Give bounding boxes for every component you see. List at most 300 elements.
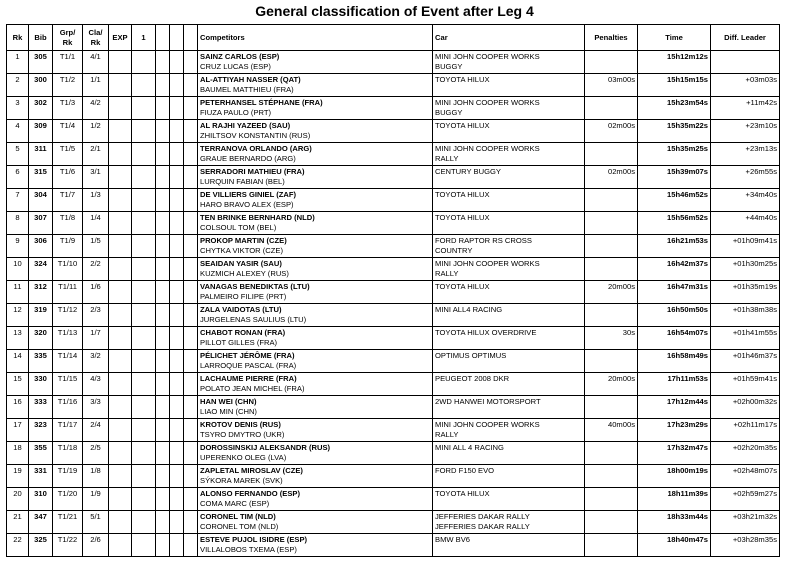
time-cell: 18h33m44s [638, 511, 711, 534]
col-one-cell [132, 442, 156, 465]
blank-cell [184, 74, 198, 97]
time-cell: 17h32m47s [638, 442, 711, 465]
blank-cell [156, 419, 170, 442]
rank-cell: 16 [7, 396, 29, 419]
codriver-name: UPERENKO OLEG (LVA) [200, 453, 287, 462]
rank-cell: 17 [7, 419, 29, 442]
time-cell: 15h23m54s [638, 97, 711, 120]
driver-name: SAINZ CARLOS (ESP) [200, 52, 280, 61]
diff-leader-cell: +02h59m27s [711, 488, 780, 511]
penalties-cell: 30s [585, 327, 638, 350]
codriver-name: LIAO MIN (CHN) [200, 407, 257, 416]
rank-cell: 3 [7, 97, 29, 120]
exp-cell [109, 235, 132, 258]
group-rank-cell: T1/16 [53, 396, 83, 419]
car-cell [433, 143, 585, 166]
diff-leader-cell: +01h09m41s [711, 235, 780, 258]
header-grp-rk: Grp/ Rk [53, 25, 83, 51]
time-cell: 18h40m47s [638, 534, 711, 557]
blank-cell [170, 74, 184, 97]
table-row [7, 258, 780, 281]
driver-name: CORONEL TIM (NLD) [200, 512, 276, 521]
codriver-name: CORONEL TOM (NLD) [200, 522, 279, 531]
rank-cell: 15 [7, 373, 29, 396]
class-rank-cell: 1/9 [83, 488, 109, 511]
diff-leader-cell: +02h00m32s [711, 396, 780, 419]
class-rank-cell: 4/3 [83, 373, 109, 396]
codriver-name: PILLOT GILLES (FRA) [200, 338, 278, 347]
table-row [7, 488, 780, 511]
time-cell: 15h35m22s [638, 120, 711, 143]
exp-cell [109, 212, 132, 235]
exp-cell [109, 465, 132, 488]
blank-cell [170, 166, 184, 189]
rank-cell: 22 [7, 534, 29, 557]
rank-cell: 13 [7, 327, 29, 350]
blank-cell [156, 212, 170, 235]
diff-leader-cell: +01h38m38s [711, 304, 780, 327]
header-blank-1 [156, 25, 170, 51]
rank-cell: 20 [7, 488, 29, 511]
car-line-2: BUGGY [435, 108, 463, 117]
exp-cell [109, 350, 132, 373]
penalties-cell: 20m00s [585, 281, 638, 304]
col-one-cell [132, 373, 156, 396]
header-car: Car [433, 25, 585, 51]
class-rank-cell: 3/3 [83, 396, 109, 419]
blank-cell [170, 373, 184, 396]
exp-cell [109, 258, 132, 281]
group-rank-cell: T1/22 [53, 534, 83, 557]
penalties-cell [585, 97, 638, 120]
blank-cell [184, 120, 198, 143]
blank-cell [184, 212, 198, 235]
col-one-cell [132, 465, 156, 488]
exp-cell [109, 189, 132, 212]
class-rank-cell: 1/1 [83, 74, 109, 97]
blank-cell [156, 258, 170, 281]
exp-cell [109, 51, 132, 74]
blank-cell [156, 120, 170, 143]
class-rank-cell: 4/1 [83, 51, 109, 74]
blank-cell [170, 327, 184, 350]
class-rank-cell: 2/6 [83, 534, 109, 557]
driver-name: TERRANOVA ORLANDO (ARG) [200, 144, 312, 153]
rank-cell: 6 [7, 166, 29, 189]
table-row [7, 51, 780, 74]
driver-name: AL RAJHI YAZEED (SAU) [200, 121, 291, 130]
car-cell [433, 258, 585, 281]
codriver-name: COLSOUL TOM (BEL) [200, 223, 277, 232]
col-one-cell [132, 258, 156, 281]
codriver-name: LURQUIN FABIAN (BEL) [200, 177, 285, 186]
rank-cell: 2 [7, 74, 29, 97]
blank-cell [184, 350, 198, 373]
competitors-cell [198, 166, 433, 189]
driver-name: ALONSO FERNANDO (ESP) [200, 489, 300, 498]
codriver-name: BAUMEL MATTHIEU (FRA) [200, 85, 294, 94]
car-cell [433, 189, 585, 212]
class-rank-cell: 1/6 [83, 281, 109, 304]
class-rank-cell: 1/7 [83, 327, 109, 350]
blank-cell [170, 350, 184, 373]
group-rank-cell: T1/2 [53, 74, 83, 97]
bib-cell: 307 [29, 212, 53, 235]
blank-cell [156, 74, 170, 97]
group-rank-cell: T1/1 [53, 51, 83, 74]
blank-cell [156, 442, 170, 465]
car-cell [433, 212, 585, 235]
penalties-cell: 20m00s [585, 373, 638, 396]
class-rank-cell: 1/8 [83, 465, 109, 488]
car-cell [433, 373, 585, 396]
time-cell: 16h50m50s [638, 304, 711, 327]
diff-leader-cell: +03m03s [711, 74, 780, 97]
col-one-cell [132, 488, 156, 511]
table-row [7, 212, 780, 235]
diff-leader-cell: +23m10s [711, 120, 780, 143]
penalties-cell [585, 189, 638, 212]
rank-cell: 4 [7, 120, 29, 143]
car-line-1: MINI JOHN COOPER WORKS [435, 52, 540, 61]
car-line-1: MINI JOHN COOPER WORKS [435, 420, 540, 429]
class-rank-cell: 3/1 [83, 166, 109, 189]
competitors-cell [198, 74, 433, 97]
table-row [7, 189, 780, 212]
car-line-1: PEUGEOT 2008 DKR [435, 374, 510, 383]
blank-cell [170, 212, 184, 235]
class-rank-cell: 2/3 [83, 304, 109, 327]
car-cell [433, 327, 585, 350]
bib-cell: 347 [29, 511, 53, 534]
table-row [7, 120, 780, 143]
header-rk: Rk [7, 25, 29, 51]
competitors-cell [198, 534, 433, 557]
bib-cell: 306 [29, 235, 53, 258]
table-row [7, 350, 780, 373]
blank-cell [170, 235, 184, 258]
rank-cell: 10 [7, 258, 29, 281]
diff-leader-cell: +02h20m35s [711, 442, 780, 465]
competitors-cell [198, 212, 433, 235]
time-cell: 17h12m44s [638, 396, 711, 419]
competitors-cell [198, 235, 433, 258]
penalties-cell [585, 488, 638, 511]
blank-cell [170, 442, 184, 465]
car-cell [433, 235, 585, 258]
car-cell [433, 120, 585, 143]
codriver-name: TSYRO DMYTRO (UKR) [200, 430, 285, 439]
driver-name: CHABOT RONAN (FRA) [200, 328, 286, 337]
group-rank-cell: T1/4 [53, 120, 83, 143]
col-one-cell [132, 97, 156, 120]
time-cell: 15h15m15s [638, 74, 711, 97]
competitors-cell [198, 51, 433, 74]
blank-cell [156, 488, 170, 511]
car-cell [433, 74, 585, 97]
group-rank-cell: T1/3 [53, 97, 83, 120]
exp-cell [109, 281, 132, 304]
penalties-cell [585, 235, 638, 258]
header-exp: EXP [109, 25, 132, 51]
car-cell [433, 511, 585, 534]
blank-cell [170, 120, 184, 143]
car-line-1: TOYOTA HILUX OVERDRIVE [435, 328, 537, 337]
competitors-cell [198, 350, 433, 373]
blank-cell [156, 189, 170, 212]
car-line-1: TOYOTA HILUX [435, 75, 490, 84]
penalties-cell [585, 534, 638, 557]
classification-body [7, 51, 780, 557]
car-line-2: BUGGY [435, 62, 463, 71]
group-rank-cell: T1/9 [53, 235, 83, 258]
blank-cell [184, 143, 198, 166]
time-cell: 18h00m19s [638, 465, 711, 488]
driver-name: ZALA VAIDOTAS (LTU) [200, 305, 282, 314]
class-rank-cell: 4/2 [83, 97, 109, 120]
group-rank-cell: T1/14 [53, 350, 83, 373]
class-rank-cell: 3/2 [83, 350, 109, 373]
blank-cell [184, 189, 198, 212]
col-one-cell [132, 51, 156, 74]
col-one-cell [132, 143, 156, 166]
blank-cell [184, 97, 198, 120]
diff-leader-cell: +44m40s [711, 212, 780, 235]
exp-cell [109, 97, 132, 120]
rank-cell: 5 [7, 143, 29, 166]
penalties-cell [585, 396, 638, 419]
blank-cell [170, 534, 184, 557]
car-line-2: COUNTRY [435, 246, 473, 255]
codriver-name: COMA MARC (ESP) [200, 499, 270, 508]
diff-leader-cell: +26m55s [711, 166, 780, 189]
exp-cell [109, 166, 132, 189]
blank-cell [156, 166, 170, 189]
codriver-name: HARO BRAVO ALEX (ESP) [200, 200, 294, 209]
diff-leader-cell: +01h35m19s [711, 281, 780, 304]
car-line-1: TOYOTA HILUX [435, 489, 490, 498]
table-row [7, 281, 780, 304]
car-line-1: MINI ALL 4 RACING [435, 443, 504, 452]
codriver-name: SÝKORA MAREK (SVK) [200, 476, 283, 485]
driver-name: PÉLICHET JÉRÔME (FRA) [200, 351, 295, 360]
penalties-cell [585, 258, 638, 281]
col-one-cell [132, 166, 156, 189]
group-rank-cell: T1/7 [53, 189, 83, 212]
table-row [7, 511, 780, 534]
codriver-name: JURGELENAS SAULIUS (LTU) [200, 315, 307, 324]
header-row [7, 25, 780, 51]
header-blank-2 [170, 25, 184, 51]
penalties-cell [585, 350, 638, 373]
codriver-name: GRAUE BERNARDO (ARG) [200, 154, 296, 163]
bib-cell: 333 [29, 396, 53, 419]
bib-cell: 312 [29, 281, 53, 304]
blank-cell [170, 511, 184, 534]
col-one-cell [132, 327, 156, 350]
diff-leader-cell: +02h48m07s [711, 465, 780, 488]
blank-cell [184, 166, 198, 189]
class-rank-cell: 1/4 [83, 212, 109, 235]
diff-leader-cell: +03h28m35s [711, 534, 780, 557]
penalties-cell: 40m00s [585, 419, 638, 442]
blank-cell [184, 511, 198, 534]
driver-name: ZAPLETAL MIROSLAV (CZE) [200, 466, 303, 475]
header-diff-leader: Diff. Leader [711, 25, 780, 51]
col-one-cell [132, 212, 156, 235]
class-rank-cell: 1/2 [83, 120, 109, 143]
time-cell: 16h42m37s [638, 258, 711, 281]
diff-leader-cell: +01h46m37s [711, 350, 780, 373]
blank-cell [170, 419, 184, 442]
bib-cell: 331 [29, 465, 53, 488]
class-rank-cell: 1/5 [83, 235, 109, 258]
blank-cell [184, 396, 198, 419]
exp-cell [109, 373, 132, 396]
bib-cell: 302 [29, 97, 53, 120]
penalties-cell [585, 304, 638, 327]
blank-cell [156, 511, 170, 534]
driver-name: KROTOV DENIS (RUS) [200, 420, 281, 429]
competitors-cell [198, 511, 433, 534]
diff-leader-cell: +01h30m25s [711, 258, 780, 281]
exp-cell [109, 488, 132, 511]
table-row [7, 143, 780, 166]
table-row [7, 97, 780, 120]
driver-name: AL-ATTIYAH NASSER (QAT) [200, 75, 301, 84]
group-rank-cell: T1/15 [53, 373, 83, 396]
time-cell: 15h56m52s [638, 212, 711, 235]
diff-leader-cell: +34m40s [711, 189, 780, 212]
time-cell: 15h39m07s [638, 166, 711, 189]
blank-cell [170, 97, 184, 120]
blank-cell [184, 534, 198, 557]
time-cell: 16h47m31s [638, 281, 711, 304]
group-rank-cell: T1/10 [53, 258, 83, 281]
penalties-cell [585, 442, 638, 465]
car-cell [433, 534, 585, 557]
blank-cell [156, 304, 170, 327]
blank-cell [184, 281, 198, 304]
col-one-cell [132, 511, 156, 534]
table-row [7, 235, 780, 258]
competitors-cell [198, 120, 433, 143]
blank-cell [156, 350, 170, 373]
time-cell: 15h12m12s [638, 51, 711, 74]
rank-cell: 12 [7, 304, 29, 327]
car-line-1: TOYOTA HILUX [435, 213, 490, 222]
driver-name: PETERHANSEL STÉPHANE (FRA) [200, 98, 323, 107]
time-cell: 17h23m29s [638, 419, 711, 442]
driver-name: DE VILLIERS GINIEL (ZAF) [200, 190, 297, 199]
group-rank-cell: T1/21 [53, 511, 83, 534]
car-line-1: JEFFERIES DAKAR RALLY [435, 512, 530, 521]
car-cell [433, 51, 585, 74]
rank-cell: 7 [7, 189, 29, 212]
table-row [7, 442, 780, 465]
exp-cell [109, 396, 132, 419]
blank-cell [156, 97, 170, 120]
car-line-1: MINI JOHN COOPER WORKS [435, 259, 540, 268]
car-line-2: JEFFERIES DAKAR RALLY [435, 522, 530, 531]
driver-name: TEN BRINKE BERNHARD (NLD) [200, 213, 315, 222]
blank-cell [156, 143, 170, 166]
exp-cell [109, 511, 132, 534]
header-bib: Bib [29, 25, 53, 51]
bib-cell: 335 [29, 350, 53, 373]
blank-cell [156, 534, 170, 557]
group-rank-cell: T1/17 [53, 419, 83, 442]
time-cell: 15h35m25s [638, 143, 711, 166]
rank-cell: 18 [7, 442, 29, 465]
blank-cell [184, 235, 198, 258]
group-rank-cell: T1/20 [53, 488, 83, 511]
bib-cell: 320 [29, 327, 53, 350]
exp-cell [109, 419, 132, 442]
group-rank-cell: T1/5 [53, 143, 83, 166]
diff-leader-cell [711, 51, 780, 74]
header-penalties: Penalties [585, 25, 638, 51]
bib-cell: 323 [29, 419, 53, 442]
driver-name: VANAGAS BENEDIKTAS (LTU) [200, 282, 310, 291]
col-one-cell [132, 235, 156, 258]
car-cell [433, 488, 585, 511]
diff-leader-cell: +01h41m55s [711, 327, 780, 350]
exp-cell [109, 120, 132, 143]
group-rank-cell: T1/8 [53, 212, 83, 235]
rank-cell: 8 [7, 212, 29, 235]
car-line-1: CENTURY BUGGY [435, 167, 501, 176]
penalties-cell: 03m00s [585, 74, 638, 97]
rank-cell: 11 [7, 281, 29, 304]
exp-cell [109, 442, 132, 465]
exp-cell [109, 304, 132, 327]
class-rank-cell: 2/4 [83, 419, 109, 442]
blank-cell [156, 235, 170, 258]
car-line-1: MINI JOHN COOPER WORKS [435, 144, 540, 153]
blank-cell [184, 327, 198, 350]
classification-table [6, 24, 780, 557]
car-cell [433, 350, 585, 373]
blank-cell [170, 143, 184, 166]
blank-cell [170, 304, 184, 327]
table-row [7, 74, 780, 97]
class-rank-cell: 2/5 [83, 442, 109, 465]
car-line-1: OPTIMUS OPTIMUS [435, 351, 507, 360]
car-line-1: FORD F150 EVO [435, 466, 495, 475]
competitors-cell [198, 465, 433, 488]
col-one-cell [132, 534, 156, 557]
group-rank-cell: T1/18 [53, 442, 83, 465]
car-line-1: TOYOTA HILUX [435, 282, 490, 291]
header-blank-3 [184, 25, 198, 51]
blank-cell [156, 327, 170, 350]
competitors-cell [198, 373, 433, 396]
table-row [7, 419, 780, 442]
blank-cell [170, 396, 184, 419]
blank-cell [170, 465, 184, 488]
competitors-cell [198, 281, 433, 304]
penalties-cell [585, 212, 638, 235]
class-rank-cell: 2/2 [83, 258, 109, 281]
time-cell: 16h58m49s [638, 350, 711, 373]
car-line-1: BMW BV6 [435, 535, 471, 544]
car-line-2: RALLY [435, 430, 459, 439]
competitors-cell [198, 442, 433, 465]
competitors-cell [198, 488, 433, 511]
time-cell: 18h11m39s [638, 488, 711, 511]
competitors-cell [198, 419, 433, 442]
